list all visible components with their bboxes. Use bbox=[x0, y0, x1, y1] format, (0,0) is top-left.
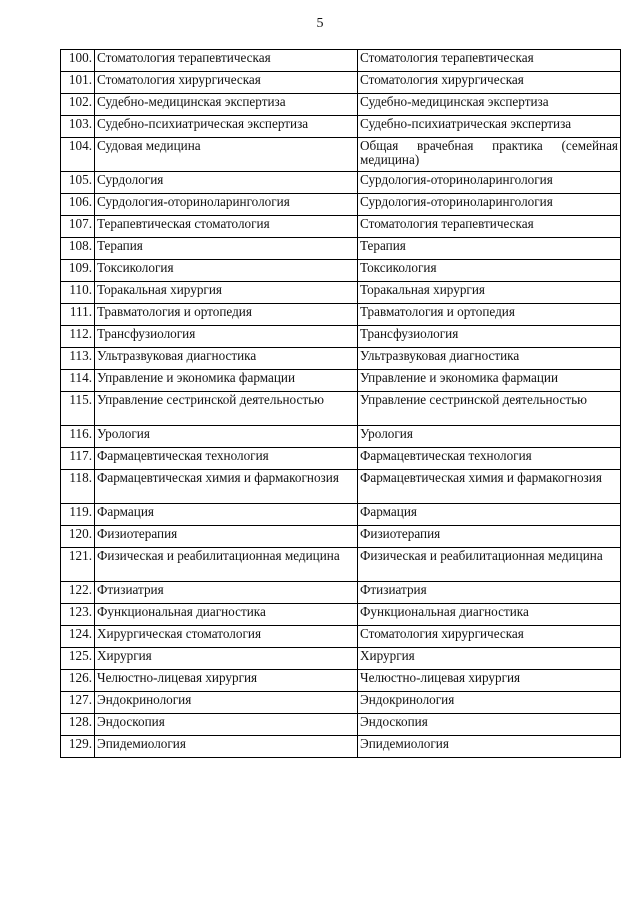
specialty-equivalent: Хирургия bbox=[358, 648, 621, 670]
table-row bbox=[61, 670, 621, 692]
specialty-equivalent: Торакальная хирургия bbox=[358, 282, 621, 304]
specialty-name: Сурдология-оториноларингология bbox=[95, 194, 358, 216]
specialty-equivalent: Челюстно-лицевая хирургия bbox=[358, 670, 621, 692]
table-row bbox=[61, 50, 621, 72]
table-row bbox=[61, 370, 621, 392]
table-row bbox=[61, 116, 621, 138]
table-row bbox=[61, 348, 621, 370]
row-number: 110. bbox=[61, 282, 95, 304]
specialty-name: Функциональная диагностика bbox=[95, 604, 358, 626]
row-number: 119. bbox=[61, 504, 95, 526]
row-number: 105. bbox=[61, 172, 95, 194]
table-row bbox=[61, 304, 621, 326]
row-number: 107. bbox=[61, 216, 95, 238]
specialties-table bbox=[60, 49, 621, 758]
table-row bbox=[61, 504, 621, 526]
table-row bbox=[61, 72, 621, 94]
table-row bbox=[61, 526, 621, 548]
row-number: 109. bbox=[61, 260, 95, 282]
table-row bbox=[61, 94, 621, 116]
row-number: 104. bbox=[61, 138, 95, 172]
specialty-equivalent: Физиотерапия bbox=[358, 526, 621, 548]
table-row bbox=[61, 194, 621, 216]
specialty-equivalent: Функциональная диагностика bbox=[358, 604, 621, 626]
row-number: 102. bbox=[61, 94, 95, 116]
table-row bbox=[61, 138, 621, 172]
table-row bbox=[61, 626, 621, 648]
row-number: 103. bbox=[61, 116, 95, 138]
row-number: 116. bbox=[61, 426, 95, 448]
specialty-name: Фармация bbox=[95, 504, 358, 526]
row-number: 126. bbox=[61, 670, 95, 692]
table-row bbox=[61, 714, 621, 736]
specialty-name: Токсикология bbox=[95, 260, 358, 282]
specialty-equivalent: Сурдология-оториноларингология bbox=[358, 194, 621, 216]
specialty-name: Фармацевтическая химия и фармакогнозия bbox=[95, 470, 358, 504]
specialty-equivalent: Трансфузиология bbox=[358, 326, 621, 348]
row-number: 128. bbox=[61, 714, 95, 736]
specialty-name: Хирургия bbox=[95, 648, 358, 670]
specialty-equivalent: Эндокринология bbox=[358, 692, 621, 714]
specialty-equivalent: Общая врачебная практика (семейная медицина) bbox=[358, 138, 621, 172]
row-number: 113. bbox=[61, 348, 95, 370]
table-row bbox=[61, 216, 621, 238]
specialty-name: Фармацевтическая технология bbox=[95, 448, 358, 470]
specialty-name: Травматология и ортопедия bbox=[95, 304, 358, 326]
specialty-name: Хирургическая стоматология bbox=[95, 626, 358, 648]
page-number: 5 bbox=[316, 16, 324, 31]
specialty-equivalent: Судебно-медицинская экспертиза bbox=[358, 94, 621, 116]
specialty-equivalent: Управление и экономика фармации bbox=[358, 370, 621, 392]
specialty-name: Челюстно-лицевая хирургия bbox=[95, 670, 358, 692]
specialty-name: Сурдология bbox=[95, 172, 358, 194]
specialty-name: Терапевтическая стоматология bbox=[95, 216, 358, 238]
specialty-equivalent: Судебно-психиатрическая экспертиза bbox=[358, 116, 621, 138]
table-row bbox=[61, 604, 621, 626]
table-row bbox=[61, 736, 621, 758]
specialty-name: Физиотерапия bbox=[95, 526, 358, 548]
row-number: 108. bbox=[61, 238, 95, 260]
table-row bbox=[61, 326, 621, 348]
table-row bbox=[61, 470, 621, 504]
row-number: 114. bbox=[61, 370, 95, 392]
specialty-equivalent: Фтизиатрия bbox=[358, 582, 621, 604]
row-number: 121. bbox=[61, 548, 95, 582]
specialty-name: Управление сестринской деятельностью bbox=[95, 392, 358, 426]
specialty-equivalent: Фармация bbox=[358, 504, 621, 526]
specialty-equivalent: Токсикология bbox=[358, 260, 621, 282]
specialty-name: Эндоскопия bbox=[95, 714, 358, 736]
specialty-equivalent: Ультразвуковая диагностика bbox=[358, 348, 621, 370]
specialty-name: Терапия bbox=[95, 238, 358, 260]
row-number: 100. bbox=[61, 50, 95, 72]
row-number: 112. bbox=[61, 326, 95, 348]
table-row bbox=[61, 548, 621, 582]
table-body bbox=[61, 50, 621, 758]
specialty-name: Торакальная хирургия bbox=[95, 282, 358, 304]
row-number: 123. bbox=[61, 604, 95, 626]
specialty-equivalent: Фармацевтическая химия и фармакогнозия bbox=[358, 470, 621, 504]
specialty-name: Ультразвуковая диагностика bbox=[95, 348, 358, 370]
table-row bbox=[61, 172, 621, 194]
table-row bbox=[61, 238, 621, 260]
row-number: 125. bbox=[61, 648, 95, 670]
specialty-equivalent: Физическая и реабилитационная медицина bbox=[358, 548, 621, 582]
table-row bbox=[61, 448, 621, 470]
row-number: 106. bbox=[61, 194, 95, 216]
specialty-equivalent: Сурдология-оториноларингология bbox=[358, 172, 621, 194]
specialty-name: Управление и экономика фармации bbox=[95, 370, 358, 392]
row-number: 118. bbox=[61, 470, 95, 504]
specialty-equivalent: Урология bbox=[358, 426, 621, 448]
specialty-equivalent: Эпидемиология bbox=[358, 736, 621, 758]
specialty-name: Эпидемиология bbox=[95, 736, 358, 758]
specialty-name: Стоматология терапевтическая bbox=[95, 50, 358, 72]
table-row bbox=[61, 282, 621, 304]
row-number: 111. bbox=[61, 304, 95, 326]
table-row bbox=[61, 426, 621, 448]
row-number: 122. bbox=[61, 582, 95, 604]
specialty-name: Урология bbox=[95, 426, 358, 448]
specialty-equivalent: Стоматология хирургическая bbox=[358, 72, 621, 94]
specialty-name: Физическая и реабилитационная медицина bbox=[95, 548, 358, 582]
table-row bbox=[61, 648, 621, 670]
specialty-equivalent: Фармацевтическая технология bbox=[358, 448, 621, 470]
table-row bbox=[61, 692, 621, 714]
row-number: 101. bbox=[61, 72, 95, 94]
specialty-name: Судовая медицина bbox=[95, 138, 358, 172]
row-number: 124. bbox=[61, 626, 95, 648]
row-number: 120. bbox=[61, 526, 95, 548]
row-number: 127. bbox=[61, 692, 95, 714]
table-row bbox=[61, 392, 621, 426]
row-number: 115. bbox=[61, 392, 95, 426]
specialty-equivalent: Стоматология хирургическая bbox=[358, 626, 621, 648]
specialty-equivalent: Травматология и ортопедия bbox=[358, 304, 621, 326]
specialty-equivalent: Управление сестринской деятельностью bbox=[358, 392, 621, 426]
specialty-name: Стоматология хирургическая bbox=[95, 72, 358, 94]
specialty-name: Эндокринология bbox=[95, 692, 358, 714]
table-row bbox=[61, 260, 621, 282]
specialty-name: Фтизиатрия bbox=[95, 582, 358, 604]
specialty-equivalent: Стоматология терапевтическая bbox=[358, 216, 621, 238]
specialty-name: Трансфузиология bbox=[95, 326, 358, 348]
specialty-name: Судебно-медицинская экспертиза bbox=[95, 94, 358, 116]
specialty-equivalent: Эндоскопия bbox=[358, 714, 621, 736]
specialty-equivalent: Стоматология терапевтическая bbox=[358, 50, 621, 72]
row-number: 117. bbox=[61, 448, 95, 470]
table-row bbox=[61, 582, 621, 604]
specialty-name: Судебно-психиатрическая экспертиза bbox=[95, 116, 358, 138]
specialty-equivalent: Терапия bbox=[358, 238, 621, 260]
row-number: 129. bbox=[61, 736, 95, 758]
